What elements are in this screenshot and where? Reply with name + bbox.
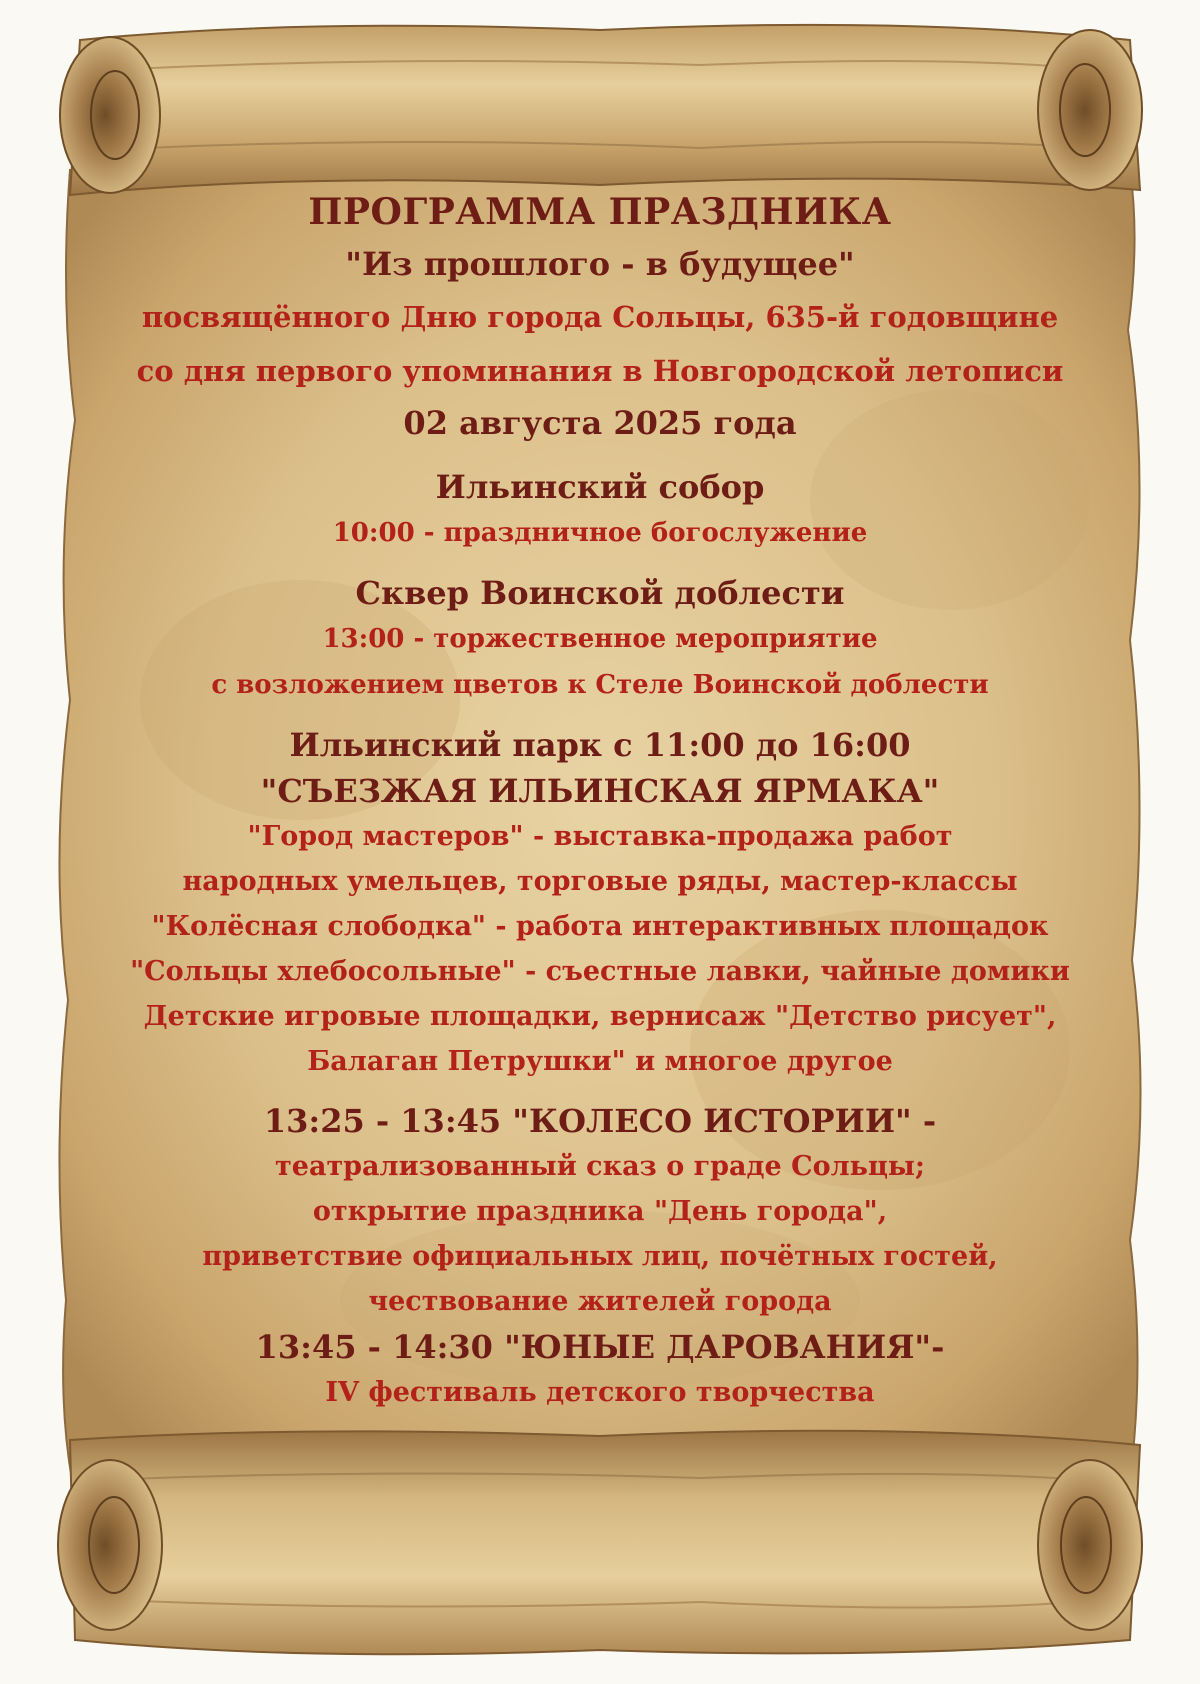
schedule-line: 13:00 - торжественное мероприятие bbox=[322, 624, 878, 654]
event-heading: 13:45 - 14:30 "ЮНЫЕ ДАРОВАНИЯ"- bbox=[255, 1328, 945, 1366]
schedule-line: Балаган Петрушки" и многое другое bbox=[307, 1046, 893, 1077]
event-line: IV фестиваль детского творчества bbox=[325, 1377, 875, 1408]
program-date: 02 августа 2025 года bbox=[403, 404, 797, 442]
schedule-line: с возложением цветов к Стеле Воинской доблести bbox=[211, 670, 989, 700]
bottom-roll bbox=[70, 1431, 1140, 1655]
program-subtitle: "Из прошлого - в будущее" bbox=[345, 245, 855, 283]
schedule-line: "Город мастеров" - выставка-продажа работ bbox=[247, 821, 953, 852]
top-left-curl bbox=[60, 37, 160, 193]
program-text bbox=[40, 186, 1160, 1415]
event-line: театрализованный сказ о граде Сольцы; bbox=[275, 1151, 925, 1182]
venue-heading: Ильинский собор bbox=[435, 468, 765, 506]
schedule-line: народных умельцев, торговые ряды, мастер-классы bbox=[182, 866, 1018, 897]
program-title: ПРОГРАММА ПРАЗДНИКА bbox=[308, 191, 892, 233]
venue-heading: Сквер Воинской доблести bbox=[355, 574, 845, 612]
top-roll bbox=[70, 25, 1140, 195]
event-line: чествование жителей города bbox=[368, 1286, 832, 1317]
bottom-left-curl bbox=[58, 1460, 162, 1630]
schedule-line: "Сольцы хлебосольные" - съестные лавки, чайные домики bbox=[130, 956, 1070, 987]
schedule-line: 10:00 - праздничное богослужение bbox=[332, 518, 868, 548]
venue-heading: Ильинский парк с 11:00 до 16:00 bbox=[289, 726, 911, 764]
bottom-right-curl bbox=[1038, 1460, 1142, 1630]
event-heading: 13:25 - 13:45 "КОЛЕСО ИСТОРИИ" - bbox=[263, 1102, 937, 1140]
event-line: открытие праздника "День города", bbox=[312, 1196, 888, 1227]
fair-heading: "СЪЕЗЖАЯ ИЛЬИНСКАЯ ЯРМАКА" bbox=[260, 772, 940, 810]
dedication-line: со дня первого упоминания в Новгородской летописи bbox=[136, 354, 1064, 388]
schedule-line: Детские игровые площадки, вернисаж "Детство рисует", bbox=[143, 1001, 1057, 1032]
top-right-curl bbox=[1038, 30, 1142, 190]
schedule-line: "Колёсная слободка" - работа интерактивных площадок bbox=[151, 911, 1049, 942]
event-line: приветствие официальных лиц, почётных гостей, bbox=[202, 1241, 998, 1272]
dedication-line: посвящённого Дню города Сольцы, 635-й годовщине bbox=[141, 300, 1059, 334]
